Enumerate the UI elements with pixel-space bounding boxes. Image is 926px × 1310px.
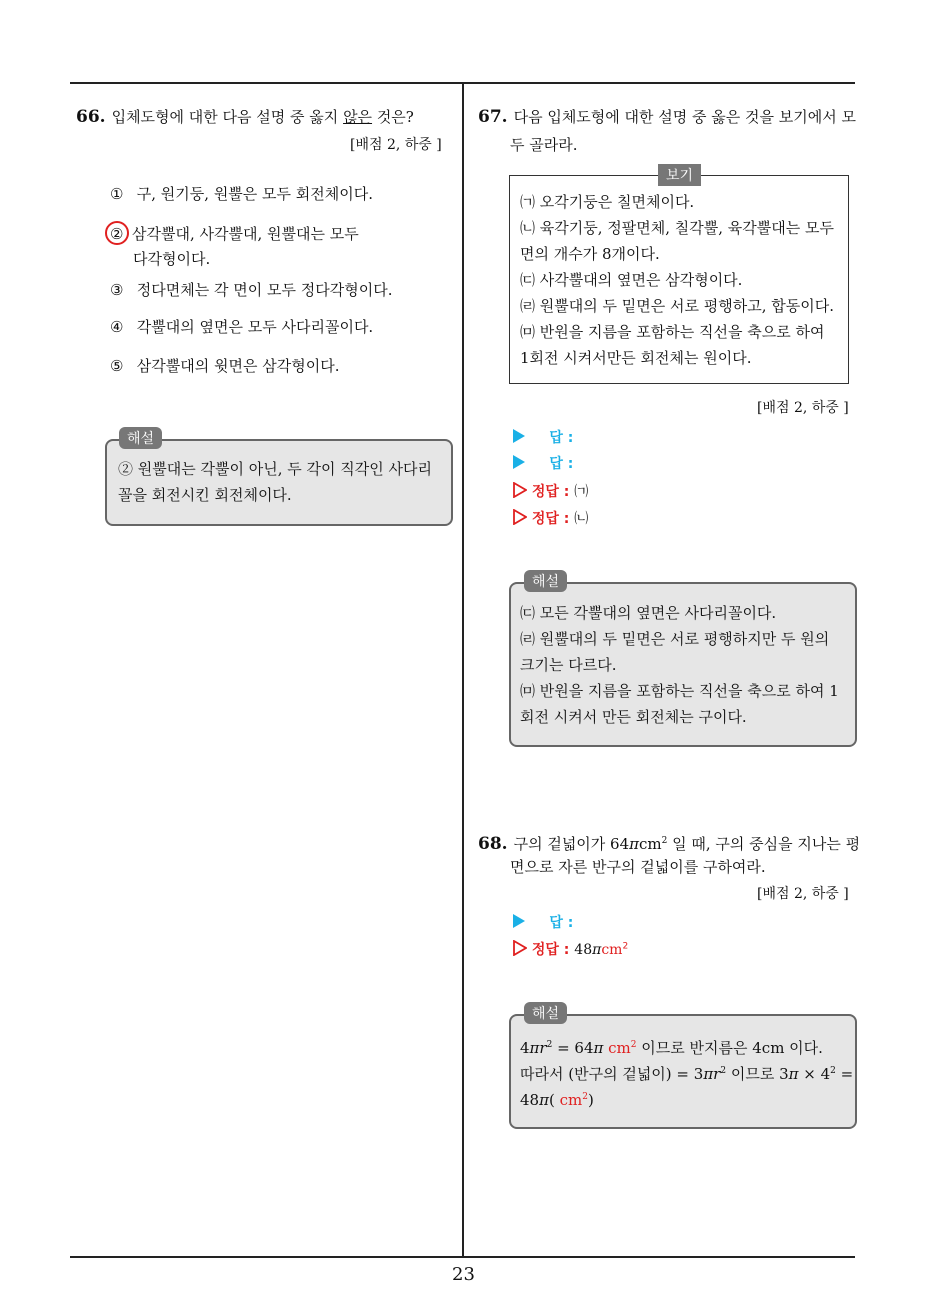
q67-explanation-line: 크기는 다르다.: [520, 656, 617, 674]
q67-explanation-line: ㈃ 원뿔대의 두 밑면은 서로 평행하지만 두 원의: [520, 630, 830, 648]
q68-score: [배점 2, 하중 ]: [757, 886, 849, 902]
q66-number: 66.: [76, 107, 106, 127]
q66-explanation-line: ② 원뿔대는 각뿔이 아닌, 두 각이 직각인 사다리: [118, 460, 432, 478]
q66-option-2[interactable]: ② 삼각뿔대, 사각뿔대, 원뿔대는 모두: [110, 225, 359, 243]
column-divider: [462, 82, 464, 1257]
q67-correct-answer-2: 정답 : ㈁: [513, 508, 588, 528]
q66-explanation-tag: 해설: [119, 427, 162, 449]
bogi-item: ㈀ 오각기둥은 칠면체이다.: [520, 193, 695, 211]
q68-explanation-line: 따라서 (반구의 겉넓이) = $3\pi r^2$ 이므로 $3\pi \times 4^2$ =: [520, 1065, 854, 1083]
bogi-item: ㈄ 반원을 지름을 포함하는 직선을 축으로 하여: [520, 323, 825, 341]
q67-answer-1[interactable]: 답 :: [513, 427, 573, 447]
play-outline-icon: [513, 509, 527, 525]
q68-correct-answer: 정답 : 48πcm$^2$: [513, 939, 628, 959]
bogi-item: 면의 개수가 8개이다.: [520, 245, 660, 263]
q66-option-1[interactable]: ① 구, 원기둥, 원뿔은 모두 회전체이다.: [110, 185, 374, 203]
q68-prompt-continued: 면으로 자른 반구의 겉넓이를 구하여라.: [510, 858, 766, 876]
q66-explanation-line: 꼴을 회전시킨 회전체이다.: [118, 486, 292, 504]
q67-score: [배점 2, 하중 ]: [757, 400, 849, 416]
q68-explanation-line: $4\pi r^2 = 64\pi$ $cm^2$ 이므로 반지름은 4cm 이다.: [520, 1039, 823, 1057]
q66-prompt: 66. 입체도형에 대한 다음 설명 중 옳지 않은 것은?: [76, 107, 414, 127]
q66-score: [배점 2, 하중 ]: [350, 137, 442, 153]
q68-explanation-tag: 해설: [524, 1002, 567, 1024]
bogi-item: ㈁ 육각기둥, 정팔면체, 칠각뿔, 육각뿔대는 모두: [520, 219, 834, 237]
q66-option-5[interactable]: ⑤ 삼각뿔대의 윗면은 삼각형이다.: [110, 357, 340, 375]
play-icon: [513, 429, 525, 443]
play-icon: [513, 914, 525, 928]
q68-answer[interactable]: 답 :: [513, 912, 573, 932]
play-outline-icon: [513, 482, 527, 498]
q68-explanation-line: 48π( $cm^2$): [520, 1091, 594, 1109]
bogi-item: ㈃ 원뿔대의 두 밑면은 서로 평행하고, 합동이다.: [520, 297, 834, 315]
q67-explanation-tag: 해설: [524, 570, 567, 592]
q67-answer-2[interactable]: 답 :: [513, 453, 573, 473]
q67-prompt: 67. 다음 입체도형에 대한 설명 중 옳은 것을 보기에서 모: [478, 107, 857, 127]
q66-option-2-continued: 다각형이다.: [133, 250, 211, 268]
q67-bogi-tag: 보기: [658, 164, 701, 186]
q68-number: 68.: [478, 834, 508, 854]
bogi-item: ㈂ 사각뿔대의 옆면은 삼각형이다.: [520, 271, 743, 289]
play-icon: [513, 455, 525, 469]
q66-option-4[interactable]: ④ 각뿔대의 옆면은 모두 사다리꼴이다.: [110, 318, 374, 336]
q67-explanation-line: 회전 시켜서 만든 회전체는 구이다.: [520, 708, 747, 726]
play-outline-icon: [513, 940, 527, 956]
q67-number: 67.: [478, 107, 508, 127]
q67-prompt-continued: 두 골라라.: [510, 136, 578, 154]
bogi-item: 1회전 시켜서만든 회전체는 원이다.: [520, 349, 752, 367]
q67-explanation-line: ㈂ 모든 각뿔대의 옆면은 사다리꼴이다.: [520, 604, 777, 622]
q68-prompt: 68. 구의 겉넓이가 64πcm$^2$ 일 때, 구의 중심을 지나는 평: [478, 834, 861, 854]
q67-explanation-line: ㈄ 반원을 지름을 포함하는 직선을 축으로 하여 1: [520, 682, 839, 700]
page-number: 23: [452, 1264, 475, 1285]
q67-correct-answer-1: 정답 : ㈀: [513, 481, 588, 501]
q66-option-3[interactable]: ③ 정다면체는 각 면이 모두 정다각형이다.: [110, 281, 393, 299]
